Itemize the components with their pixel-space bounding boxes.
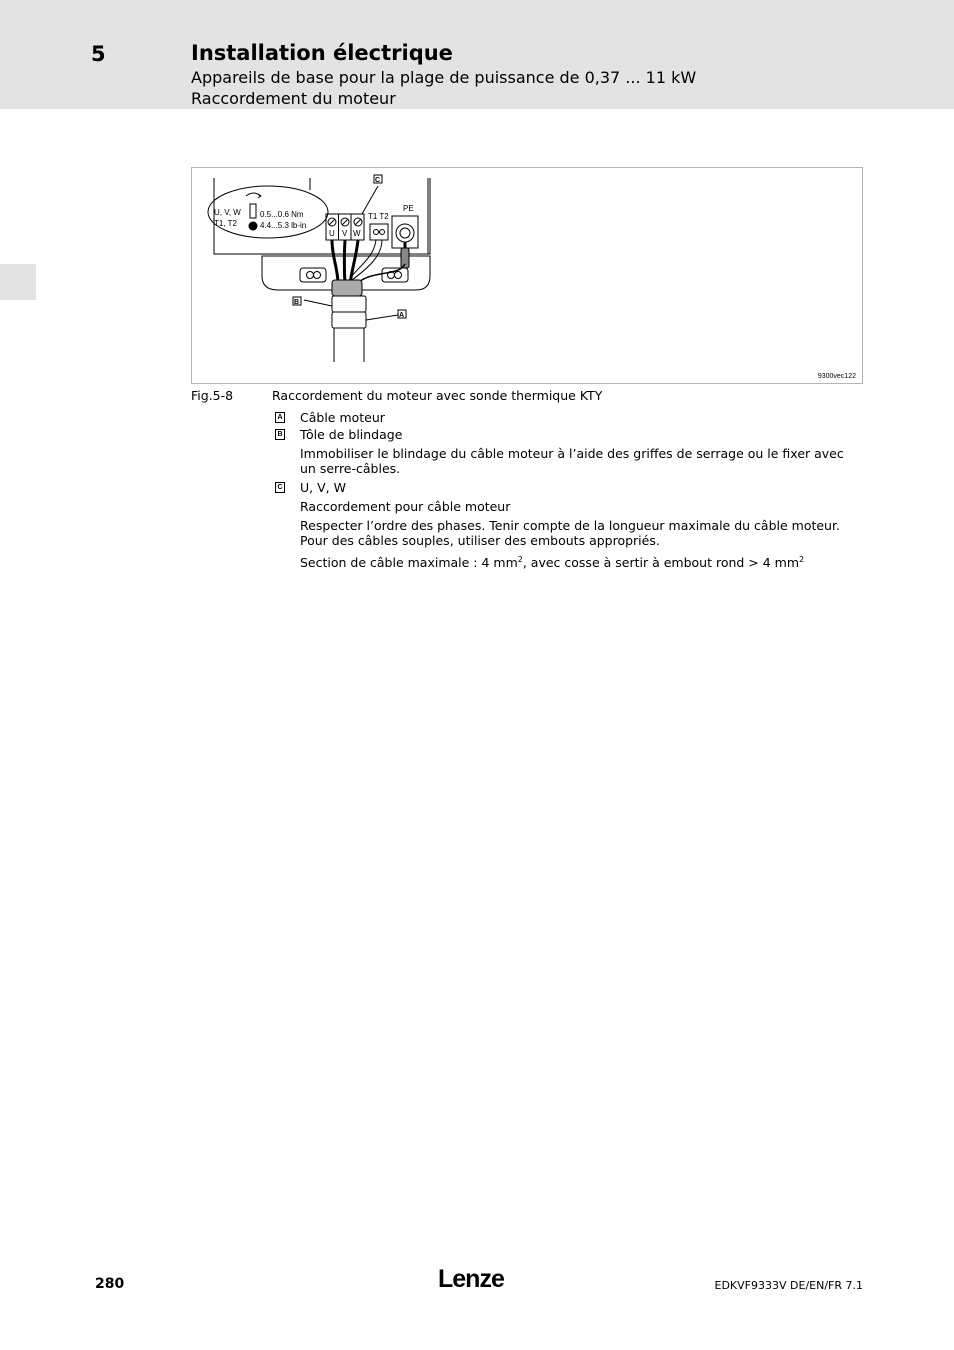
- figure-caption: Raccordement du moteur avec sonde thermique KTY: [272, 388, 603, 403]
- figure-legend: [272, 410, 862, 570]
- terminal-u: U: [329, 229, 335, 238]
- legend-item-a: [272, 410, 862, 425]
- section-subtitle: Appareils de base pour la plage de puissance de 0,37 ... 11 kW: [191, 68, 697, 87]
- legend-item-c: [272, 480, 862, 495]
- legend-text-c-3a: Section de câble maximale : 4 mm: [300, 555, 518, 571]
- label-t1t2: T1, T2: [214, 219, 237, 228]
- label-uvw: U, V, W: [214, 208, 241, 217]
- figure-number: Fig.5-8: [191, 388, 234, 403]
- page-number: 280: [95, 1276, 125, 1292]
- brand-logo: Lenze: [438, 1265, 504, 1293]
- terminal-v: V: [342, 229, 348, 238]
- superscript: 2: [799, 555, 805, 564]
- subsection-subtitle: Raccordement du moteur: [191, 89, 396, 108]
- legend-text-c-1: Raccordement pour câble moteur: [300, 499, 511, 514]
- chapter-title: Installation électrique: [191, 41, 453, 65]
- callout-c: C: [375, 177, 381, 184]
- callout-a: A: [399, 312, 405, 319]
- figure-frame: [191, 167, 863, 384]
- terminal-pe: PE: [403, 204, 414, 213]
- chapter-number: 5: [91, 42, 106, 66]
- legend-label-c: U, V, W: [300, 480, 346, 495]
- legend-label-b: Tôle de blindage: [300, 427, 403, 442]
- callout-b: B: [294, 299, 300, 306]
- chapter-header: [0, 0, 954, 109]
- terminal-w: W: [353, 229, 361, 238]
- diagram-labels: [192, 168, 864, 385]
- label-torque-nm: 0.5...0.6 Nm: [260, 210, 304, 219]
- legend-letter-a: A: [275, 412, 285, 423]
- legend-text-c-2: Respecter l’ordre des phases. Tenir compte de la longueur maximale du câble moteur. Pour des câbles souples, utiliser des embouts appropriés.: [300, 518, 840, 548]
- legend-item-b: [272, 427, 862, 442]
- legend-text-c-3b: , avec cosse à sertir à embout rond > 4 mm: [522, 555, 800, 571]
- legend-letter-c: C: [275, 482, 285, 493]
- label-torque-lbin: 4.4...5.3 lb-in: [260, 221, 307, 230]
- legend-label-a: Câble moteur: [300, 410, 385, 425]
- document-reference: EDKVF9333V DE/EN/FR 7.1: [714, 1279, 863, 1292]
- superscript: 2: [517, 555, 523, 564]
- figure-id: 9300vec122: [817, 373, 856, 380]
- chapter-side-tab: [0, 264, 36, 300]
- legend-text-b: Immobiliser le blindage du câble moteur à l’aide des griffes de serrage ou le fixer avec un serre-câbles.: [300, 446, 844, 476]
- terminal-t1t2: T1 T2: [368, 212, 389, 221]
- legend-text-c-3: [272, 552, 862, 570]
- legend-letter-b: B: [275, 429, 285, 440]
